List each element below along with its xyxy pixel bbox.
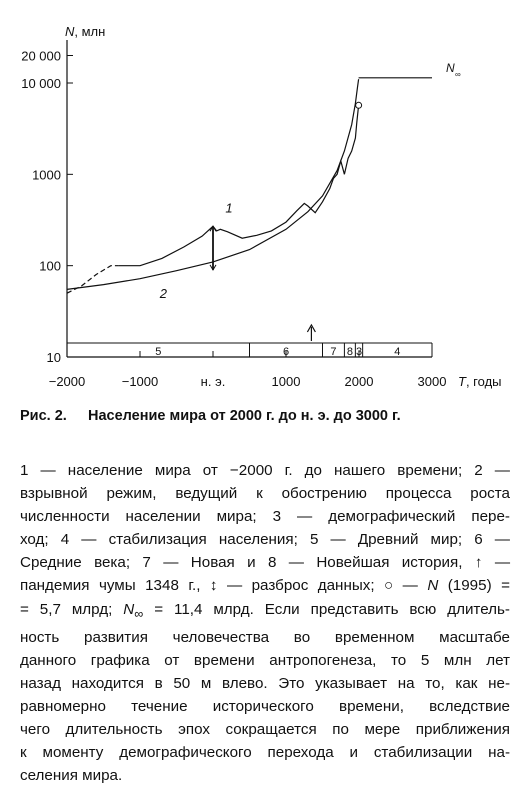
y-tick-label: 20 000: [21, 48, 61, 64]
y-tick-label: 100: [39, 258, 61, 274]
plot-frame: [67, 40, 432, 357]
x-axis-label-symbol: T: [458, 374, 466, 389]
annotations: [159, 61, 461, 341]
text-fragment: = 5,7 млрд;: [20, 600, 113, 618]
text-line: [20, 574, 510, 597]
x-tick-label: −1000: [121, 374, 159, 389]
epoch-label: 4: [394, 346, 401, 358]
n-infinity-label: N: [446, 61, 455, 75]
arrow-up-icon: ↑: [474, 554, 483, 572]
epoch-label: 5: [155, 346, 162, 358]
arrow-updown-icon: ↕: [209, 577, 218, 595]
figure-number: Рис. 2.: [20, 408, 67, 424]
x-axis-label-unit: , годы: [465, 374, 502, 389]
text-fragment: (1995) =: [447, 577, 510, 595]
epoch-band: [67, 343, 432, 358]
infinity-subscript: ∞: [134, 606, 144, 621]
x-tick-label: 3000: [417, 374, 447, 389]
x-axis-label: [458, 374, 502, 389]
text-line: к моменту демографического перехода и стабилизации на-: [20, 744, 510, 762]
text-line: назад находится в 50 м влево. Это указывает на то, как не-: [20, 674, 510, 692]
text-line: чего длительность эпох сокращается по мере приближения: [20, 721, 510, 739]
y-tick-label: 10 000: [21, 76, 61, 91]
epoch-label: 3: [355, 346, 363, 358]
y-axis-label-symbol: N: [65, 24, 75, 39]
x-tick-label: −2000: [48, 374, 86, 389]
text-fragment: —: [494, 554, 510, 572]
figure-title: Население мира от 2000 г. до н. э. до 3000 г.: [88, 408, 401, 424]
text-line: селения мира.: [20, 767, 123, 785]
epoch-label: 6: [282, 346, 290, 358]
epoch-label: 8: [346, 346, 353, 358]
figure-description: [20, 459, 510, 787]
y-axis: [21, 24, 105, 365]
text-line: взрывной режим, ведущий к обострению процесса роста: [20, 485, 510, 503]
text-fragment: — разброс данных;: [226, 577, 375, 595]
circle-icon: ○: [384, 577, 394, 595]
text-fragment: Средние века; 7 — Новая и 8 — Новейшая история,: [20, 554, 463, 572]
series-label-2: 2: [159, 286, 167, 302]
y-axis-label-unit: , млн: [74, 24, 106, 39]
series-lines: [67, 78, 432, 293]
n-symbol: N: [427, 577, 439, 595]
figure-caption: [20, 408, 401, 424]
text-line: данного графика от времени антропогенеза, то 5 млн лет: [20, 651, 510, 669]
series-line: [67, 266, 118, 294]
n-symbol: N: [123, 600, 135, 618]
text-line: 1 — население мира от −2000 г. до нашего времени; 2 —: [20, 462, 510, 479]
point-1995-marker: [356, 102, 362, 108]
y-tick-label: 10: [46, 350, 61, 365]
text-line: равномерно течение исторического времени, вследствие: [20, 697, 510, 715]
text-line: [20, 598, 510, 626]
text-line: [20, 551, 510, 574]
x-tick-label: н. э.: [200, 374, 226, 389]
text-fragment: = 11,4 млрд. Если представить всю длитель-: [154, 600, 510, 618]
text-fragment: пандемия чумы 1348 г.,: [20, 577, 201, 595]
text-line: численности населении мира; 3 — демографический пере-: [20, 508, 510, 526]
series-label-1: 1: [225, 200, 233, 216]
text-line: ность развития человечества во временном масштабе: [20, 628, 510, 646]
n-infinity-subscript: ∞: [455, 70, 461, 79]
epoch-label: 7: [330, 346, 337, 358]
x-tick-label: 1000: [271, 374, 301, 389]
y-tick-label: 1000: [32, 167, 61, 183]
x-tick-label: 2000: [344, 374, 374, 389]
y-axis-label: [65, 24, 105, 39]
text-fragment: —: [402, 577, 418, 595]
text-line: ход; 4 — стабилизация населения; 5 — Древний мир; 6 —: [20, 531, 510, 549]
series-line: [118, 102, 359, 266]
